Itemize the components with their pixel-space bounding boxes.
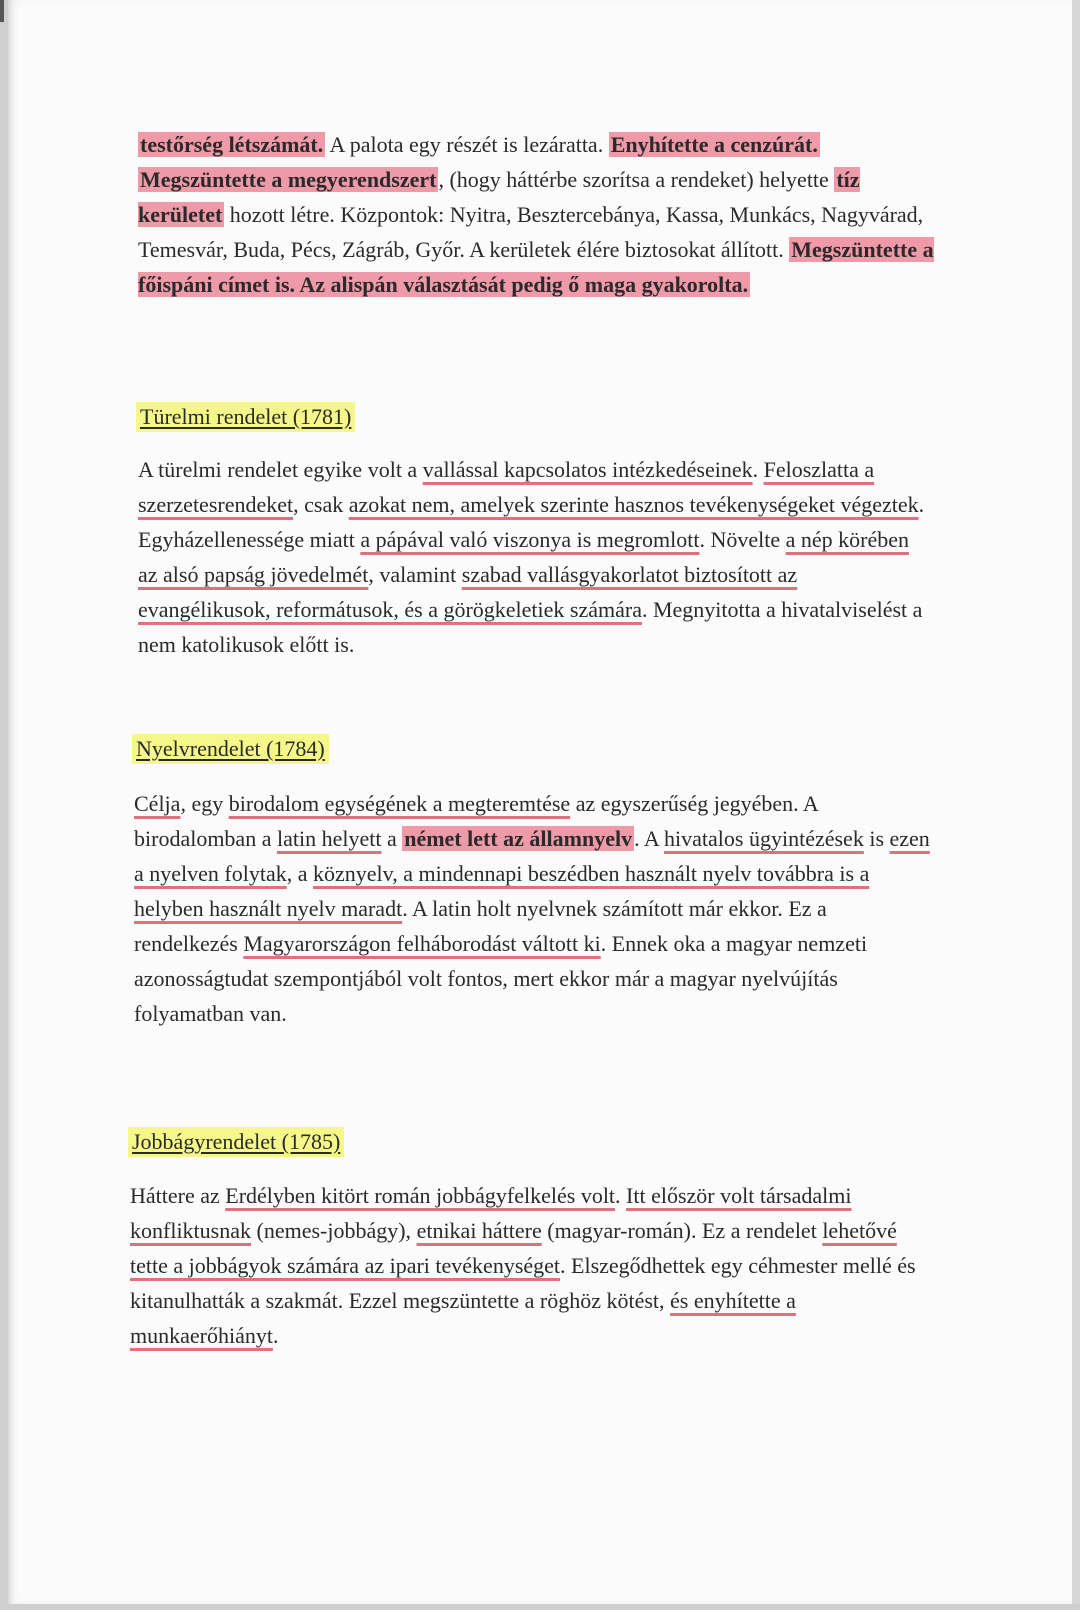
- section-paragraph-turelmi: [138, 452, 928, 662]
- scan-edge-bottom: [0, 1604, 1080, 1610]
- text: , valamint: [368, 562, 462, 587]
- underlined-text: Célja: [134, 791, 181, 816]
- text: .: [752, 457, 764, 482]
- text: A palota egy részét is lezáratta.: [325, 132, 609, 157]
- underlined-text: birodalom egységének a megteremtése: [228, 791, 571, 816]
- text: (magyar-román). Ez a rendelet: [541, 1218, 823, 1243]
- underlined-text: a pápával való viszonya is megromlott: [360, 527, 700, 552]
- text: . A latin holt nyelvnek számított már ekkor. Ez a rendelkezés: [134, 896, 827, 956]
- underlined-text: és enyhítette a munkaerőhiányt: [130, 1288, 796, 1348]
- text: . Ennek oka a magyar nemzeti azonosságtudat szempontjából volt fontos, mert ekkor már a magyar nyelvújítás folyamatban van.: [134, 931, 868, 1026]
- scan-corner-mark: [0, 0, 4, 22]
- underlined-text: Feloszlatta a szerzetesrendeket: [138, 457, 875, 517]
- text: , egy: [180, 791, 229, 816]
- underlined-text: vallással kapcsolatos intézkedéseinek: [422, 457, 753, 482]
- section-paragraph-nyelvrendelet: [134, 786, 934, 1031]
- text: , a: [286, 861, 313, 886]
- text: , csak: [293, 492, 349, 517]
- underlined-text: etnikai háttere: [416, 1218, 542, 1243]
- text: .: [615, 1183, 627, 1208]
- underlined-text: azokat nem, amelyek szerinte hasznos tevékenységeket végeztek: [348, 492, 919, 517]
- underlined-text: Itt először volt társadalmi konfliktusnak: [130, 1183, 852, 1243]
- text: . Elszegődhettek egy céhmester mellé és kitanulhatták a szakmát. Ezzel megszüntette a röghöz kötést,: [130, 1253, 916, 1313]
- underlined-text: hivatalos ügyintézések: [664, 826, 864, 851]
- highlight: tíz kerületet: [138, 167, 860, 227]
- section-heading-nyelvrendelet: Nyelvrendelet (1784): [132, 734, 329, 764]
- underlined-text: ezen a nyelven folytak: [134, 826, 930, 886]
- text: . Növelte: [699, 527, 786, 552]
- text: , (hogy háttérbe szorítsa a rendeket) helyette: [438, 167, 835, 192]
- underlined-text: latin helyett: [276, 826, 382, 851]
- scan-edge-left: [0, 0, 8, 1610]
- highlight: német lett az államnyelv: [404, 826, 633, 851]
- underlined-text: szabad vallásgyakorlatot biztosított az evangélikusok, reformátusok, és a görögkeletiek számára: [138, 562, 798, 622]
- underlined-text: a nép körében az alsó papság jövedelmét: [138, 527, 909, 587]
- underlined-text: Magyarországon felháborodást váltott ki: [243, 931, 601, 956]
- underlined-text: köznyelv, a mindennapi beszédben használt nyelv továbbra is a helyben használt nyelv maradt: [134, 861, 870, 921]
- text: a: [381, 826, 403, 851]
- text: . A: [634, 826, 665, 851]
- highlight: testőrség létszámát.: [140, 132, 324, 157]
- underlined-text: Erdélyben kitört román jobbágyfelkelés volt: [225, 1183, 616, 1208]
- text: is: [863, 826, 890, 851]
- underlined-text: lehetővé tette a jobbágyok számára az ipari tevékenységet: [130, 1218, 897, 1278]
- text: . Egyházellenessége miatt: [138, 492, 925, 552]
- intro-paragraph: [138, 127, 938, 302]
- text: hozott létre. Központok: Nyitra, Besztercebánya, Kassa, Munkács, Nagyvárad, Temesvár, Buda, Pécs, Zágráb, Győr. A kerületek élére biztosokat állított.: [138, 202, 924, 262]
- section-heading-jobbagyrendelet: Jobbágyrendelet (1785): [128, 1127, 344, 1157]
- highlight: Megszüntette a megyerendszert: [140, 167, 437, 192]
- text: . Megnyitotta a hivatalviselést a nem katolikusok előtt is.: [138, 597, 923, 657]
- text: Háttere az: [130, 1183, 226, 1208]
- section-paragraph-jobbagyrendelet: [130, 1178, 940, 1353]
- highlight: Enyhítette a cenzúrát.: [610, 132, 818, 157]
- text: (nemes-jobbágy),: [251, 1218, 417, 1243]
- section-heading-turelmi: Türelmi rendelet (1781): [136, 402, 355, 432]
- text: A türelmi rendelet egyike volt a: [138, 457, 423, 482]
- text: .: [272, 1323, 279, 1348]
- text: az egyszerűség jegyében. A birodalomban a: [134, 791, 818, 851]
- paper-page: [8, 0, 1072, 1604]
- highlight: Megszüntette a főispáni címet is. Az alispán választását pedig ő maga gyakorolta.: [138, 237, 934, 297]
